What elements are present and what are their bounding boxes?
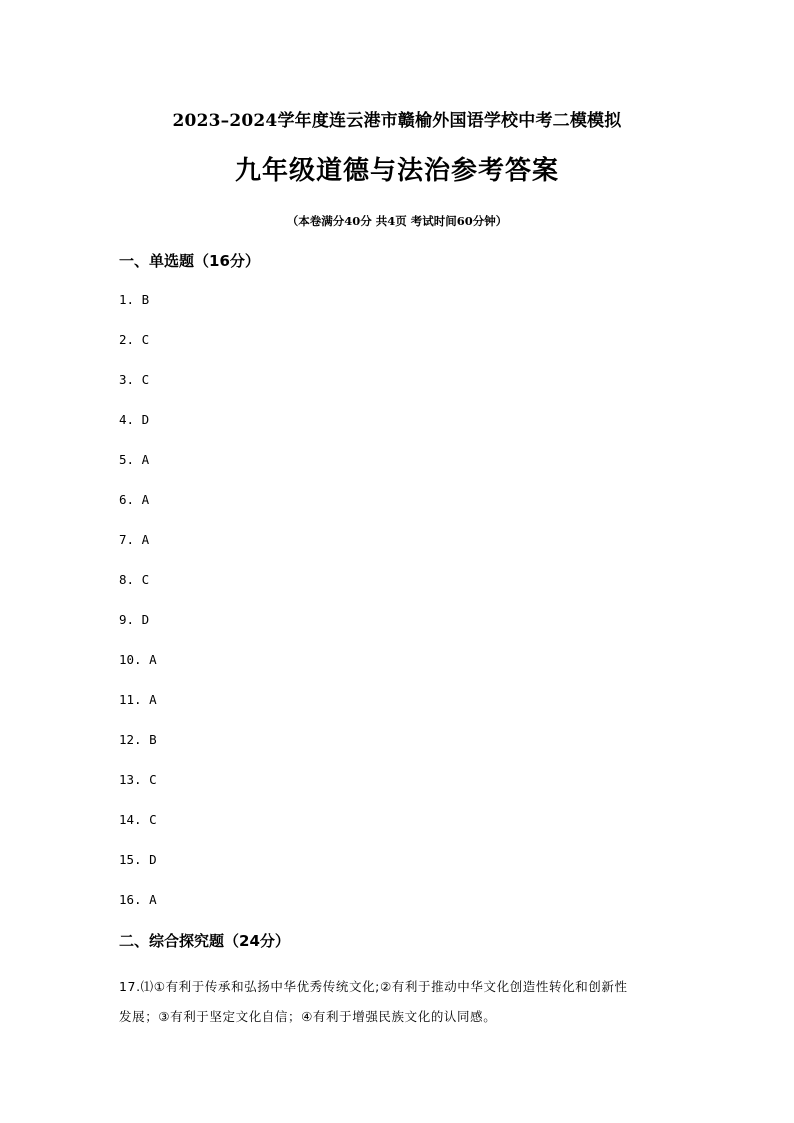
answer-letter: D [141, 612, 150, 627]
answer-letter: A [141, 452, 150, 467]
list-item [119, 532, 157, 572]
answer-letter: C [149, 772, 157, 787]
question-number: 6. [119, 492, 135, 507]
list-item [119, 612, 157, 652]
list-item [119, 692, 157, 732]
section-heading-comprehensive: 二、综合探究题（24分） [119, 932, 290, 950]
answer-list [119, 292, 157, 932]
question-number: 12. [119, 732, 142, 747]
question-number: 5. [119, 452, 135, 467]
list-item [119, 572, 157, 612]
answer-letter: B [149, 732, 157, 747]
answer-letter: A [141, 532, 150, 547]
answer-letter: A [149, 652, 157, 667]
question-number: 9. [119, 612, 135, 627]
question-number: 1. [119, 292, 135, 307]
exam-info: （本卷满分40分 共4页 考试时间60分钟） [286, 214, 508, 228]
list-item [119, 492, 157, 532]
question-number: 14. [119, 812, 142, 827]
question-number: 3. [119, 372, 135, 387]
section-heading-multiple-choice: 一、单选题（16分） [119, 252, 260, 270]
list-item [119, 732, 157, 772]
question-number: 8. [119, 572, 135, 587]
question-number: 11. [119, 692, 142, 707]
question-17-answer [119, 972, 689, 1032]
question-number: 13. [119, 772, 142, 787]
list-item [119, 292, 157, 332]
answer-letter: C [141, 372, 150, 387]
exam-title: 2023–2024学年度连云港市赣榆外国语学校中考二模模拟 [172, 111, 622, 131]
list-item [119, 812, 157, 852]
list-item [119, 652, 157, 692]
answer-letter: C [149, 812, 157, 827]
answer-letter: B [141, 292, 150, 307]
answer-letter: D [149, 852, 157, 867]
answer-letter: A [141, 492, 150, 507]
list-item [119, 892, 157, 932]
answer-text-line-2: 发展；③有利于坚定文化自信；④有利于增强民族文化的认同感。 [119, 1009, 497, 1024]
answer-letter: A [149, 892, 157, 907]
list-item [119, 852, 157, 892]
answer-letter: A [149, 692, 157, 707]
answer-letter: C [141, 572, 150, 587]
question-number: 4. [119, 412, 135, 427]
question-number: 7. [119, 532, 135, 547]
question-number: 2. [119, 332, 135, 347]
question-number: 10. [119, 652, 142, 667]
list-item [119, 452, 157, 492]
answer-text-line-1: 17.⑴①有利于传承和弘扬中华优秀传统文化;②有利于推动中华文化创造性转化和创新性 [119, 979, 628, 994]
question-number: 16. [119, 892, 142, 907]
answer-key-title: 九年级道德与法治参考答案 [234, 156, 559, 186]
list-item [119, 332, 157, 372]
answer-letter: C [141, 332, 150, 347]
list-item [119, 772, 157, 812]
list-item [119, 372, 157, 412]
answer-letter: D [141, 412, 150, 427]
question-number: 15. [119, 852, 142, 867]
list-item [119, 412, 157, 452]
